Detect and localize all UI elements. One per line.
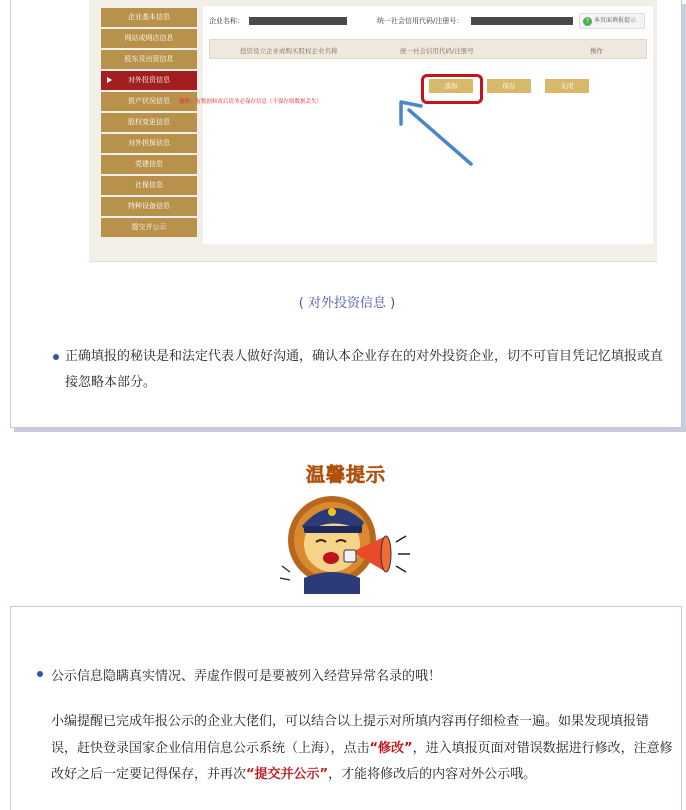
sidebar-item-active: 对外投资信息	[101, 71, 197, 90]
close-button: 关闭	[545, 79, 589, 93]
lion-mascot-icon	[274, 482, 414, 594]
sidebar-item: 网站或网店信息	[101, 29, 197, 48]
sidebar-item: 股东及出资信息	[101, 50, 197, 69]
sidebar-item: 党建信息	[101, 155, 197, 174]
help-label: 本页面填报提示	[594, 17, 637, 24]
sidebar-item: 对外担保信息	[101, 134, 197, 153]
article-card-bottom	[10, 606, 682, 810]
emphasis-modify: “修改”	[369, 740, 413, 756]
sidebar-item: 股权变更信息	[101, 113, 197, 132]
credit-code-label: 统一社会信用代码/注册号：	[377, 17, 464, 25]
column-header: 统一社会信用代码/注册号	[400, 47, 474, 55]
sidebar-item: 资产状况信息	[101, 92, 197, 111]
warning-text: 提醒：有数据修改后请务必保存信息（不保存则数据丢失）	[179, 99, 323, 105]
column-header: 操作	[590, 47, 603, 55]
company-name-label: 企业名称：	[209, 17, 244, 25]
para-text: 小编提醒已完成年报公示的企业大佬们，可以结合以上提示对所填内容再仔细检查一遍。如果发现填报错误，赶快登录国家企业信用信息公示系统（上海），点击	[51, 714, 650, 756]
para-text: ，进入填报页面对错误数据进行修改，注意修改好之后一定要记得保存，并再次	[51, 740, 673, 782]
article-card-top	[10, 0, 682, 428]
sidebar-item: 提交并公示	[101, 218, 197, 237]
arrow-icon	[95, 0, 651, 256]
emphasis-submit: “提交并公示”	[246, 767, 329, 782]
tip-title: 温馨提示	[306, 464, 387, 486]
warning-bullet: 公示信息隐瞒真实情况、弄虚作假可是要被列入经营异常名录的哦！	[37, 665, 677, 684]
question-icon: ?	[583, 17, 592, 26]
sidebar-item: 社保信息	[101, 176, 197, 195]
embedded-screenshot	[89, 0, 657, 262]
figure-caption: ( 对外投资信息 )	[298, 296, 396, 311]
add-button: 添加	[429, 79, 473, 93]
save-button: 保存	[487, 79, 531, 93]
sidebar-item: 企业基本信息	[101, 8, 197, 27]
column-header: 投资设立企业或购买股权企业名称	[240, 47, 338, 55]
sidebar-item: 特种设备信息	[101, 197, 197, 216]
para-text: ，才能将修改后的内容对外公示哦。	[328, 767, 537, 782]
bullet-paragraph: 正确填报的秘诀是和法定代表人做好沟通，确认本企业存在的对外投资企业，切不可盲目凭记忆填报或直接忽略本部分。	[53, 344, 673, 396]
reminder-paragraph	[51, 709, 673, 789]
